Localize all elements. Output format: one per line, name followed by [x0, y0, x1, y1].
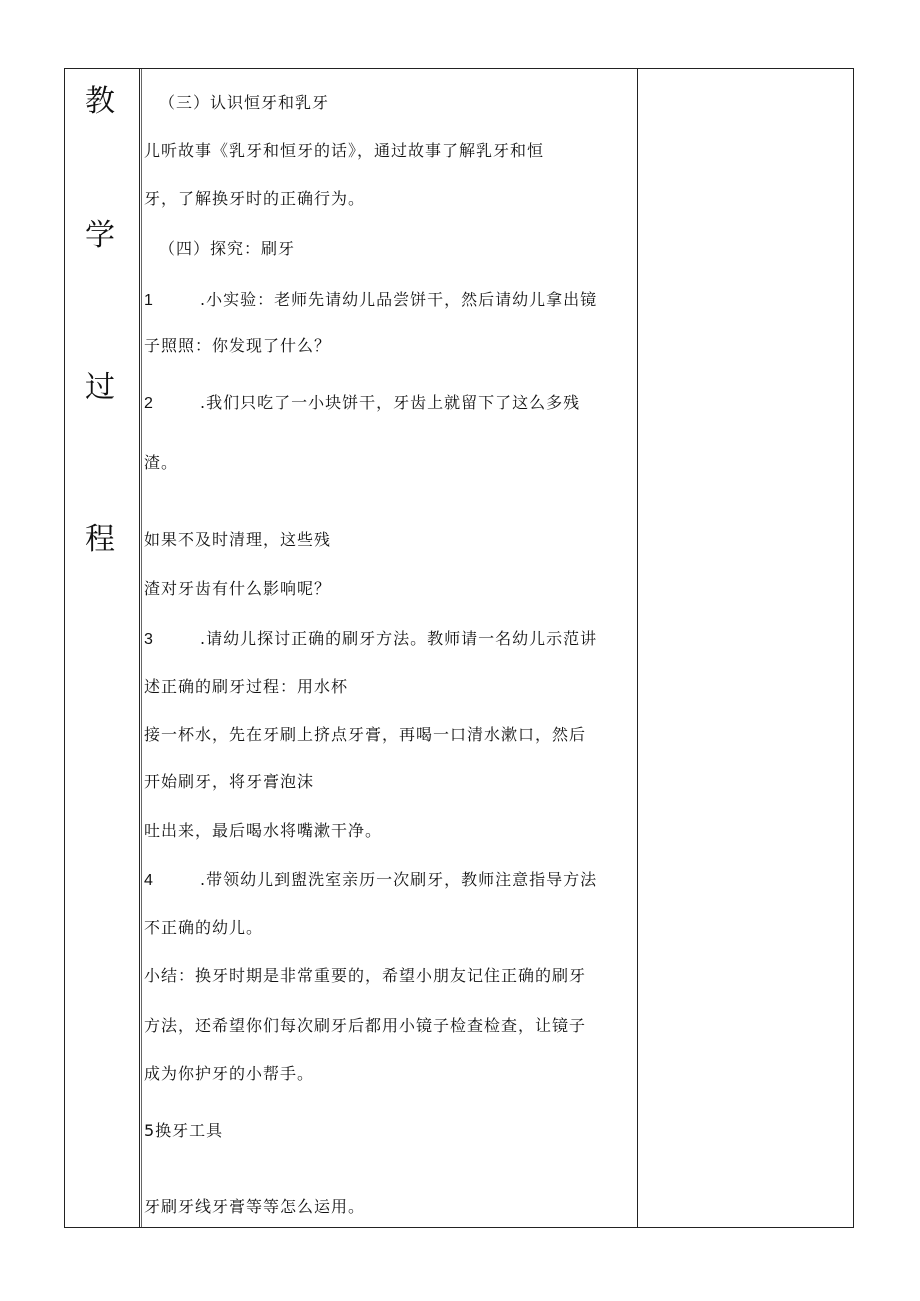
numbered-item-4: [144, 872, 597, 889]
item-number: 4: [144, 872, 154, 889]
text-line: 渣对牙齿有什么影响呢？: [144, 579, 332, 598]
heading-section-4: （四）探究：刷牙: [159, 239, 296, 258]
item-text: .带领幼儿到盥洗室亲历一次刷牙，教师注意指导方法: [200, 870, 598, 889]
section-label-char-4: 程: [85, 522, 115, 557]
summary-line: 方法，还希望你们每次刷牙后都用小镜子检查检查，让镜子: [144, 1016, 587, 1035]
lesson-table: [64, 68, 854, 1228]
text-line: 子照照：你发现了什么？: [144, 336, 332, 355]
column-divider-left-inner: [141, 69, 142, 1227]
text-line: 如果不及时清理，这些残: [144, 530, 332, 549]
numbered-item-1: [144, 292, 597, 309]
text-line: 渣。: [144, 453, 179, 472]
item-number: 3: [144, 631, 154, 648]
column-divider-left: [139, 69, 140, 1227]
section-label-char-3: 过: [85, 370, 115, 405]
text-line: 牙，了解换牙时的正确行为。: [144, 189, 366, 208]
text-line: 开始刷牙，将牙膏泡沫: [144, 772, 315, 791]
text-line: 接一杯水，先在牙刷上挤点牙膏，再喝一口清水漱口，然后: [144, 725, 587, 744]
section-label-char-1: 教: [85, 84, 115, 119]
summary-line: 小结：换牙时期是非常重要的，希望小朋友记住正确的刷牙: [144, 966, 587, 985]
item-text: .请幼儿探讨正确的刷牙方法。教师请一名幼儿示范讲: [200, 629, 598, 648]
numbered-item-3: [144, 631, 597, 648]
column-divider-right: [637, 69, 638, 1227]
summary-line: 成为你护牙的小帮手。: [144, 1064, 315, 1083]
item-number: 2: [144, 395, 154, 412]
item-text: .我们只吃了一小块饼干，牙齿上就留下了这么多残: [200, 393, 581, 412]
text-line: 儿听故事《乳牙和恒牙的话》，通过故事了解乳牙和恒: [144, 141, 545, 160]
text-line: 述正确的刷牙过程：用水杯: [144, 677, 349, 696]
item-number: 1: [144, 292, 154, 309]
text-line: 吐出来，最后喝水将嘴漱干净。: [144, 821, 383, 840]
text-line: 牙刷牙线牙膏等等怎么运用。: [144, 1197, 366, 1216]
item-text: .小实验：老师先请幼儿品尝饼干，然后请幼儿拿出镜: [200, 290, 598, 309]
section-label-char-2: 学: [85, 218, 115, 253]
heading-tools: 5换牙工具: [144, 1121, 224, 1140]
heading-section-3: （三）认识恒牙和乳牙: [159, 93, 330, 112]
numbered-item-2: [144, 395, 580, 412]
text-line: 不正确的幼儿。: [144, 918, 264, 937]
